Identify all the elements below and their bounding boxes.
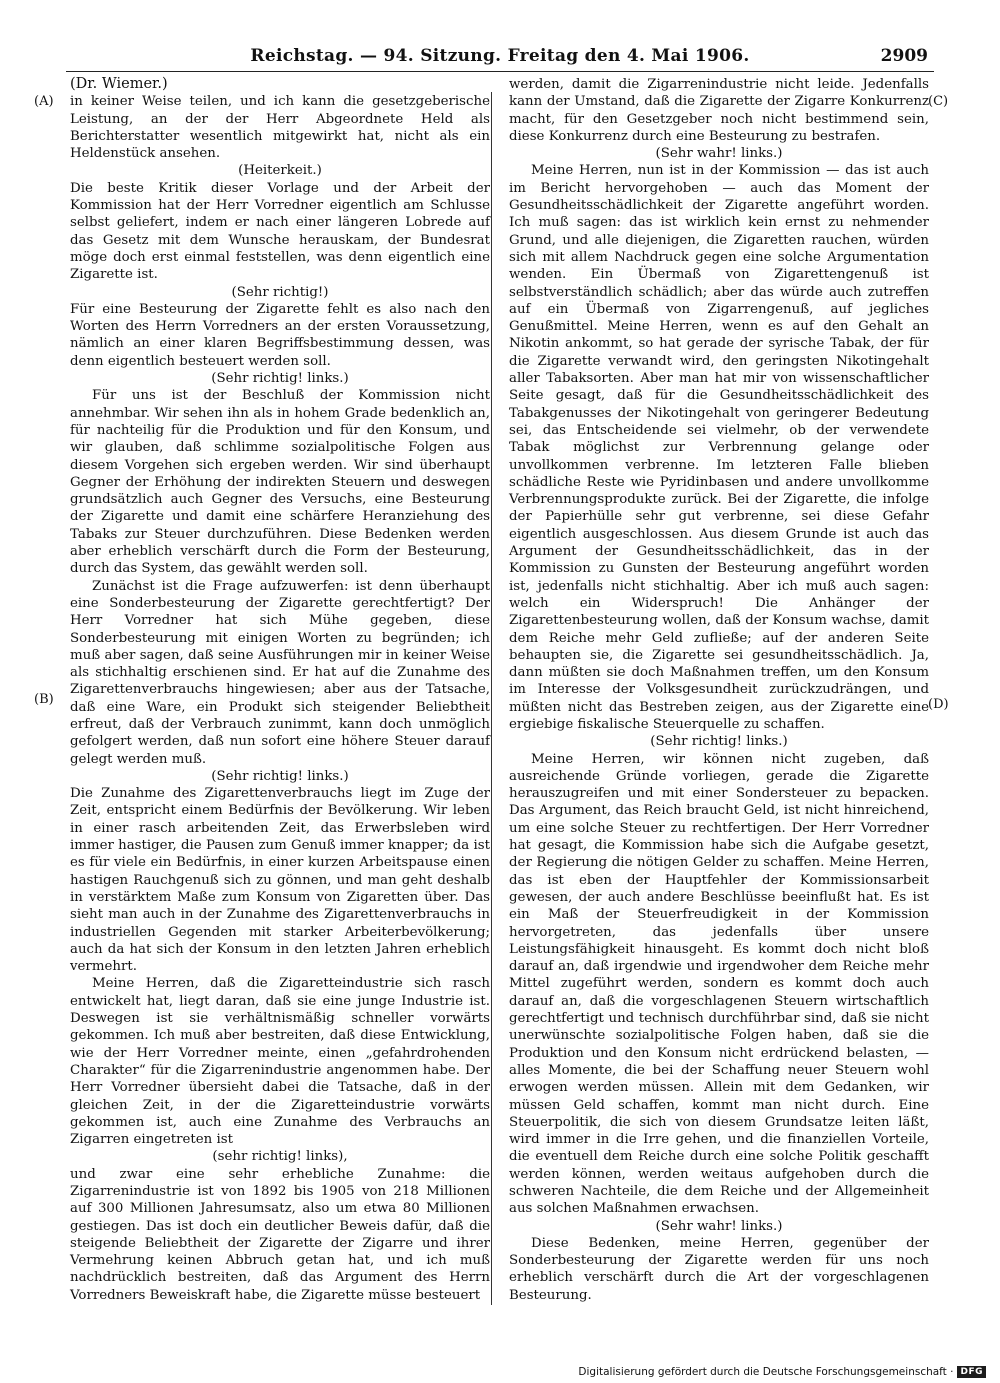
dfg-logo-icon: DFG <box>957 1366 986 1378</box>
paragraph: in keiner Weise teilen, und ich kann die gesetzgeberische Leistung, an der der Herr Abgeordnete Held als Berichterstatter wesentlich mitgewirkt hat, nicht als ein Heldenstück ansehen. <box>70 94 490 162</box>
speaker-label: (Dr. Wiemer.) <box>70 76 168 92</box>
remark: (Sehr richtig! links.) <box>211 371 349 387</box>
header-rule <box>66 71 934 72</box>
right-column <box>509 76 929 1304</box>
paragraph: Meine Herren, wir können nicht zugeben, daß ausreichende Gründe vorliegen, gerade die Zigarette herauszugreifen und mit einer Sondersteuer zu bepacken. Das Argument, das Reich braucht Geld, ist nicht hinreichend, um eine solche Steuer zu rechtfertigen. Der Herr Vorredner hat gesagt, die Kommission habe sich die Aufgabe gesetzt, der Regierung die nötigen Gelder zu schaffen. Meine Herren, das ist eben der Hauptfehler der Kommissionsarbeit gewesen, der auch andere Beschlüsse beeinflußt hat. Es ist ein Maß der Steuerfreudigkeit in der Kommission hervorgetreten, das jedenfalls über unsere Leistungsfähigkeit hinausgeht. Es kommt doch nicht bloß darauf an, daß irgendwie und irgendwoher dem Reiche mehr Mittel zugeführt werden, sondern es kommt doch auch darauf an, daß die vorgeschlagenen Steuern wirtschaftlich gerechtfertigt und technisch durchführbar sind, daß sie nicht unerwünschte sozialpolitische Folgen haben, daß sie die Produktion und den Konsum nicht erdrückend belasten, — alles Momente, die bei der Schaffung neuer Steuern wohl erwogen werden müssen. Allein mit dem Gedanken, wir müssen Geld schaffen, kommt man nicht durch. Eine Steuerpolitik, die sich von diesem Grundsatze leiten läßt, wird immer in die Irre gehen, und die finanziellen Vorteile, die eventuell dem Reiche durch eine solche Politik geschafft werden können, werden weitaus aufgehoben durch die schweren Nachteile, die dem Reiche und der Allgemeinheit aus solchen Maßnahmen erwachsen. <box>509 751 929 1217</box>
remark: (sehr richtig! links), <box>212 1149 348 1165</box>
remark: (Sehr wahr! links.) <box>655 146 783 162</box>
footer-credit <box>578 1366 986 1378</box>
remark: (Sehr richtig!) <box>231 284 329 300</box>
paragraph: Die beste Kritik dieser Vorlage und der Arbeit der Kommission hat der Herr Vorredner eigentlich am Schlusse selbst geliefert, indem er nach einer längeren Lobrede auf das Gesetz mit dem Wunsche herauskam, der Bundesrat möge doch erst einmal feststellen, was denn eigentlich eine Zigarette ist. <box>70 180 490 283</box>
margin-marker-c: (C) <box>928 94 949 109</box>
paragraph: und zwar eine sehr erhebliche Zunahme: die Zigarrenindustrie ist von 1892 bis 1905 von 218 Millionen auf 300 Millionen Jahresumsatz, also um etwa 80 Millionen gestiegen. Das ist doch ein deutlicher Beweis dafür, daß die steigende Beliebtheit der Zigarette der Zigarre und ihrer Vermehrung keinen Abbruch getan hat, und ich muß nachdrücklich bestreiten, daß das Argument des Herrn Vorredners Beweiskraft habe, die Zigarette müsse besteuert <box>70 1166 490 1303</box>
column-divider <box>491 92 492 1305</box>
remark: (Heiterkeit.) <box>238 163 322 179</box>
remark: (Sehr wahr! links.) <box>655 1218 783 1234</box>
margin-marker-a: (A) <box>34 94 54 109</box>
remark: (Sehr richtig! links.) <box>211 768 349 784</box>
margin-marker-d: (D) <box>928 697 949 712</box>
left-column <box>70 76 490 1304</box>
remark: (Sehr richtig! links.) <box>650 734 788 750</box>
page-header <box>72 46 928 70</box>
footer-text: Digitalisierung gefördert durch die Deutsche Forschungsgemeinschaft · <box>578 1366 954 1378</box>
paragraph: Meine Herren, daß die Zigaretteindustrie sich rasch entwickelt hat, liegt daran, daß sie eine junge Industrie ist. Deswegen ist sie verhältnismäßig schneller vorwärts gekommen. Ich muß aber bestreiten, daß diese Entwicklung, wie der Herr Vorredner meinte, einen „gefahrdrohenden Charakter“ für die Zigarrenindustrie angenommen habe. Der Herr Vorredner übersieht dabei die Tatsache, daß in der gleichen Zeit, in der die Zigaretteindustrie vorwärts gekommen ist, auch eine Zunahme des Verbrauchs an Zigarren eingetreten ist <box>70 976 490 1148</box>
paragraph: Meine Herren, nun ist in der Kommission — das ist auch im Bericht hervorgehoben — auch das Moment der Gesundheitsschädlichkeit der Zigarette angeführt worden. Ich muß sagen: das ist wirklich kein ernst zu nehmender Grund, und alle diejenigen, die Zigaretten rauchen, würden sich mit allem Nachdruck gegen eine solche Argumentation wenden. Ein Übermaß von Zigarettengenuß ist selbstverständlich schädlich; aber das würde auch zutreffen auf ein Übermaß von Zigarrengenuß, auf jegliches Genußmittel. Meine Herren, wenn es auf den Gehalt an Nikotin ankommt, so hat gerade der syrische Tabak, der für die Zigarette verwandt wird, den geringsten Nikotingehalt aller Tabaksorten. Aber man hat mir von wissenschaftlicher Seite gesagt, daß für die Gesundheitsschädlichkeit des Tabakgenusses der Nikotingehalt von geringerer Bedeutung sei, das Entscheidende sei vielmehr, ob der verwendete Tabak möglichst zur Verbrennung gelange oder unvollkommen verbrenne. Im letzteren Falle blieben schädliche Reste wie Pyridinbasen und andere unvollkomme Verbrennungsprodukte zurück. Bei der Zigarette, die infolge der Papierhülle sehr gut verbrenne, sei diese Gefahr eigentlich ausgeschlossen. Aus diesem Grunde ist auch das Argument der Gesundheitsschädlichkeit, das in der Kommission zu Gunsten der Besteurung angeführt worden ist, jedenfalls nicht stichhaltig. Aber ich muß auch sagen: welch ein Widerspruch! Die Anhänger der Zigarettenbesteurung wollen, daß der Konsum wachse, damit dem Reiche mehr Geld zufließe; auf der anderen Seite behaupten sie, die Zigarette sei gesundheitsschädlich. Ja, dann müßten sie doch Maßnahmen treffen, um den Konsum im Interesse der Volksgesundheit zurückzudrängen, und müßten nicht das Bestreben zeigen, aus der Zigarette eine ergiebige fiskalische Steuerquelle zu schaffen. <box>509 163 929 732</box>
header-title: Reichstag. — 94. Sitzung. Freitag den 4. Mai 1906. <box>250 46 750 66</box>
paragraph: Für uns ist der Beschluß der Kommission nicht annehmbar. Wir sehen ihn als in hohem Grade bedenklich an, für nachteilig für die Produktion und für den Konsum, und wir glauben, daß schlimme sozialpolitische Folgen aus diesem Vorgehen sich ergeben werden. Wir sind überhaupt Gegner der Erhöhung der indirekten Steuern und deswegen grundsätzlich auch Gegner des Versuchs, eine Besteurung der Zigarette und damit eine schärfere Heranziehung des Tabaks zur Steuer durchzuführen. Diese Bedenken werden aber erheblich verschärft durch die Form der Besteurung, durch das System, das gewählt werden soll. <box>70 388 490 577</box>
paragraph: Die Zunahme des Zigarettenverbrauchs liegt im Zuge der Zeit, entspricht einem Bedürfnis der Bevölkerung. Wir leben in einer rasch arbeitenden Zeit, das Erwerbsleben wird immer hastiger, die Pausen zum Genuß immer knapper; da ist es für viele ein Bedürfnis, in einer kurzen Arbeitspause einen hastigen Rauchgenuß sich zu gönnen, und man geht deshalb in verstärktem Maße zum Konsum von Zigaretten über. Das sieht man auch in der Zunahme des Zigarettenverbrauchs in industriellen Gegenden mit starker Arbeiterbevölkerung; auch da hat sich der Konsum in den letzten Jahren erheblich vermehrt. <box>70 786 490 975</box>
paragraph: Für eine Besteurung der Zigarette fehlt es also nach den Worten des Herrn Vorredners an der ersten Voraussetzung, nämlich an einer klaren Begriffsbestimmung dessen, was denn eigentlich besteuert werden soll. <box>70 301 490 369</box>
page-number: 2909 <box>880 46 928 66</box>
paragraph: Diese Bedenken, meine Herren, gegenüber der Sonderbesteurung der Zigarette werden für uns noch erheblich verschärft durch die Art der vorgeschlagenen Besteurung. <box>509 1235 929 1303</box>
paragraph: werden, damit die Zigarrenindustrie nicht leide. Jedenfalls kann der Umstand, daß die Zigarette der Zigarre Konkurrenz macht, für den Gesetzgeber noch nicht bestimmend sein, diese Konkurrenz durch eine Besteurung zu bestrafen. <box>509 77 929 144</box>
margin-marker-b: (B) <box>34 692 54 707</box>
paragraph: Zunächst ist die Frage aufzuwerfen: ist denn überhaupt eine Sonderbesteurung der Zigarette gerechtfertigt? Der Herr Vorredner hat sich Mühe gegeben, diese Sonderbesteurung mit einigen Worten zu begründen; ich muß aber sagen, daß seine Ausführungen mir in keiner Weise als stichhaltig erschienen sind. Er hat auf die Zunahme des Zigarettenverbrauchs hingewiesen; aber aus der Tatsache, daß eine Ware, ein Produkt sich steigender Beliebtheit erfreut, daß der Verbrauch zunimmt, kann doch unmöglich gefolgert werden, daß nun sofort eine höhere Steuer darauf gelegt werden muß. <box>70 578 490 767</box>
